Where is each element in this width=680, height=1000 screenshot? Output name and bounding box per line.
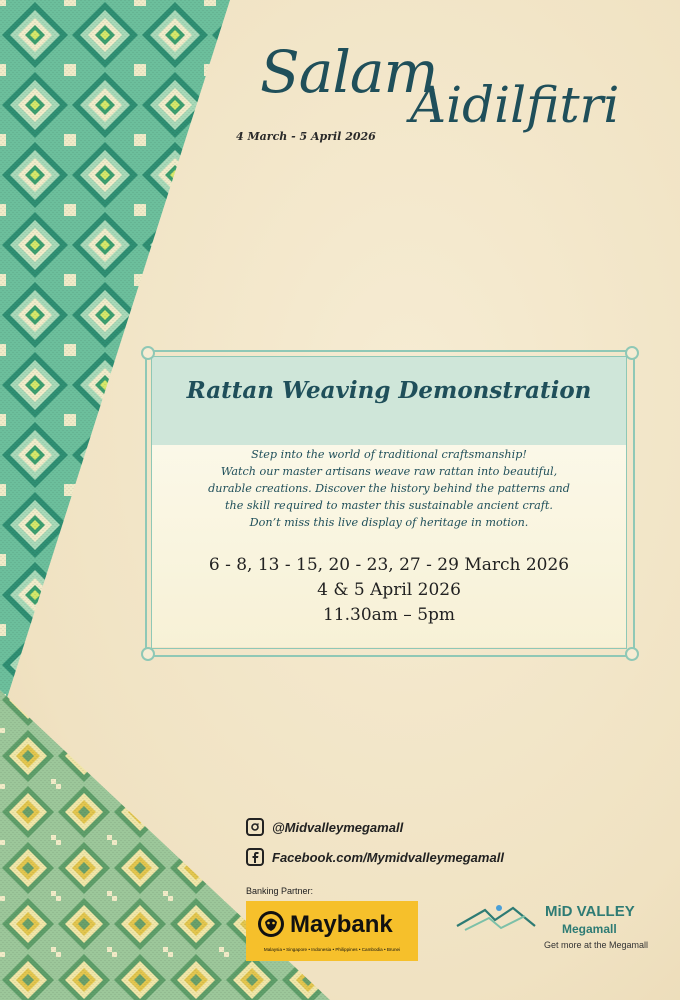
corner-ornament	[141, 647, 155, 661]
event-card	[145, 350, 633, 655]
schedule-dates-march: 6 - 8, 13 - 15, 20 - 23, 27 - 29 March 2026	[208, 555, 570, 575]
mall-tagline: Get more at the Megamall	[544, 940, 649, 950]
description-line: the skill required to master this sustainable ancient craft.	[225, 499, 553, 512]
mall-name: MiD VALLEY	[545, 903, 635, 920]
facebook-link[interactable]	[246, 848, 504, 866]
tiger-icon	[256, 909, 286, 939]
schedule-dates-april: 4 & 5 April 2026	[317, 580, 461, 600]
corner-ornament	[141, 346, 155, 360]
facebook-icon	[246, 848, 264, 866]
mall-name-megamall: Megamall	[562, 922, 617, 936]
instagram-icon	[246, 818, 264, 836]
maybank-name: Maybank	[290, 911, 393, 938]
event-description	[167, 446, 611, 531]
title-aidilfitri: Aidilfitri	[410, 76, 620, 134]
facebook-text: Facebook.com/Mymidvalleymegamall	[272, 849, 504, 865]
schedule-time: 11.30am – 5pm	[322, 605, 456, 625]
corner-ornament	[625, 346, 639, 360]
event-schedule	[152, 553, 626, 628]
maybank-logo	[246, 901, 418, 961]
description-line: Watch our master artisans weave raw rattan into beautiful,	[220, 465, 558, 478]
corner-ornament	[625, 647, 639, 661]
mid-valley-logo-icon	[455, 902, 537, 938]
event-title: Rattan Weaving Demonstration	[186, 377, 592, 404]
description-line: durable creations. Discover the history behind the patterns and	[208, 482, 570, 495]
instagram-handle[interactable]	[246, 818, 403, 836]
maybank-countries: Malaysia • Singapore • Indonesia • Philippines • Cambodia • Brunei	[263, 947, 401, 952]
banking-partner-label: Banking Partner:	[246, 886, 314, 896]
description-line: Don’t miss this live display of heritage in motion.	[249, 516, 529, 529]
instagram-text: @Midvalleymegamall	[272, 819, 404, 835]
description-line: Step into the world of traditional craftsmanship!	[251, 448, 527, 461]
event-period: 4 March - 5 April 2026	[236, 130, 376, 143]
title-salam: Salam	[260, 38, 438, 106]
